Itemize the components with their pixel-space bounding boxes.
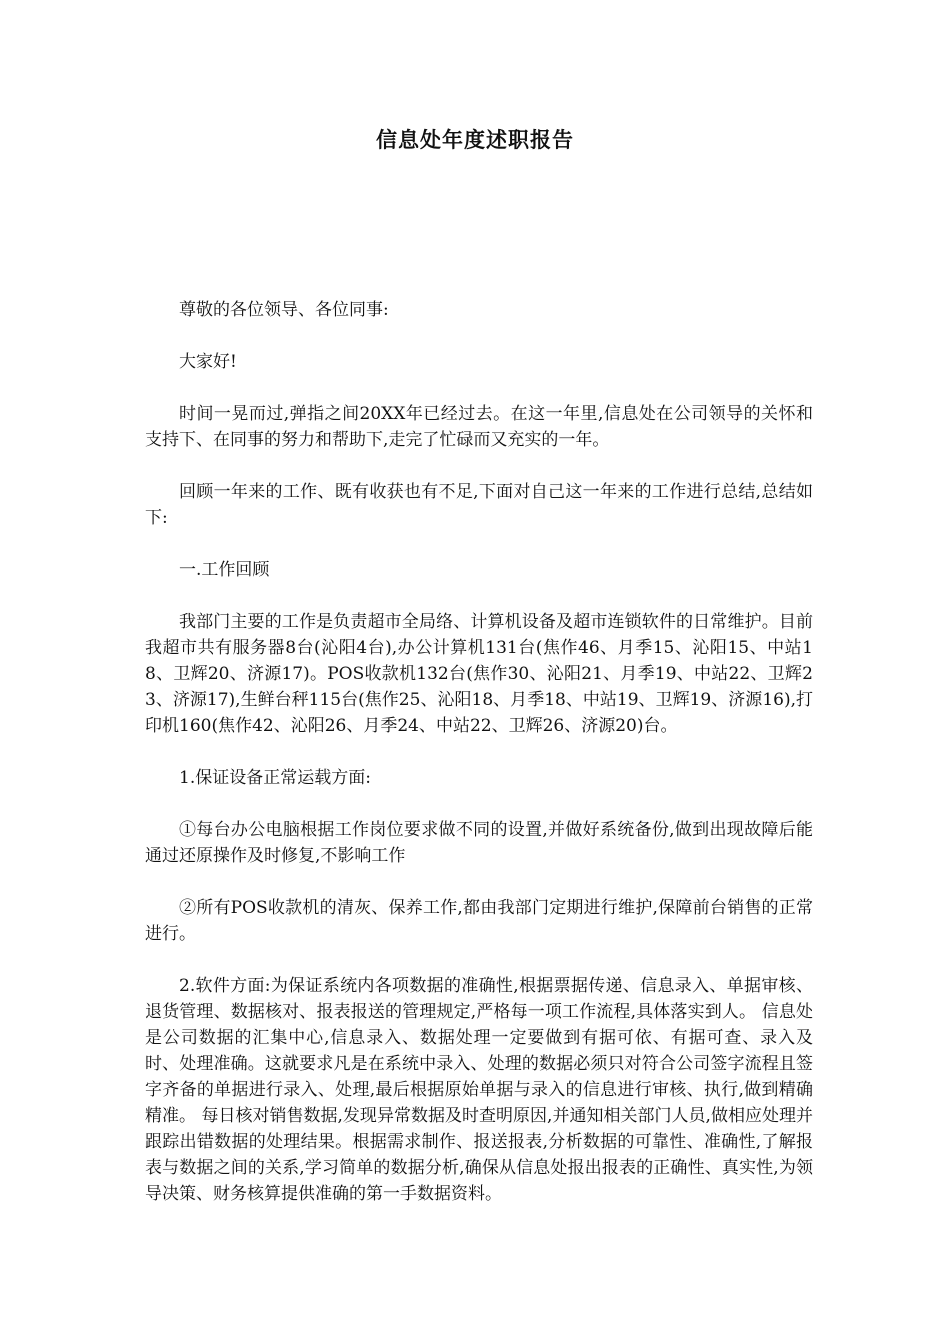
body-paragraph: 回顾一年来的工作、既有收获也有不足,下面对自己这一年来的工作进行总结,总结如下:: [145, 482, 813, 528]
document-title: 信息处年度述职报告: [376, 128, 574, 152]
body-paragraph: 我部门主要的工作是负责超市全局络、计算机设备及超市连锁软件的日常维护。目前我超市共有服务器8台(沁阳4台),办公计算机131台(焦作46、月季15、沁阳15、中站18、卫辉20、济源17)。POS收款机132台(焦作30、沁阳21、月季19、中站22、卫辉23、济源17),生鲜台秤115台(焦作25、沁阳18、月季18、中站19、卫辉19、济源16),打印机160(焦作42、沁阳26、月季24、中站22、卫辉26、济源20)台。: [145, 612, 813, 736]
list-item: ②所有POS收款机的清灰、保养工作,都由我部门定期进行维护,保障前台销售的正常进行。: [145, 898, 813, 944]
list-item: ①每台办公电脑根据工作岗位要求做不同的设置,并做好系统备份,做到出现故障后能通过还原操作及时修复,不影响工作: [145, 820, 813, 866]
greeting: 大家好!: [179, 352, 237, 372]
document-body: [145, 297, 813, 1233]
salutation: 尊敬的各位领导、各位同事:: [179, 300, 389, 320]
subsection-heading: 1.保证设备正常运载方面:: [179, 768, 371, 788]
body-paragraph: 2.软件方面:为保证系统内各项数据的准确性,根据票据传递、信息录入、单据审核、退货管理、数据核对、报表报送的管理规定,严格每一项工作流程,具体落实到人。 信息处是公司数据的汇集中心,信息录入、数据处理一定要做到有据可依、有据可查、录入及时、处理准确。这就要求凡是在系统中录入、处理的数据必须只对符合公司签字流程且签字齐备的单据进行录入、处理,最后根据原始单据与录入的信息进行审核、执行,做到精确精准。 每日核对销售数据,发现异常数据及时查明原因,并通知相关部门人员,做相应处理并跟踪出错数据的处理结果。根据需求制作、报送报表,分析数据的可靠性、准确性,了解报表与数据之间的关系,学习简单的数据分析,确保从信息处报出报表的正确性、真实性,为领导决策、财务核算提供准确的第一手数据资料。: [145, 976, 813, 1204]
body-paragraph: 时间一晃而过,弹指之间20XX年已经过去。在这一年里,信息处在公司领导的关怀和支持下、在同事的努力和帮助下,走完了忙碌而又充实的一年。: [145, 404, 813, 450]
section-heading: 一.工作回顾: [179, 560, 270, 580]
